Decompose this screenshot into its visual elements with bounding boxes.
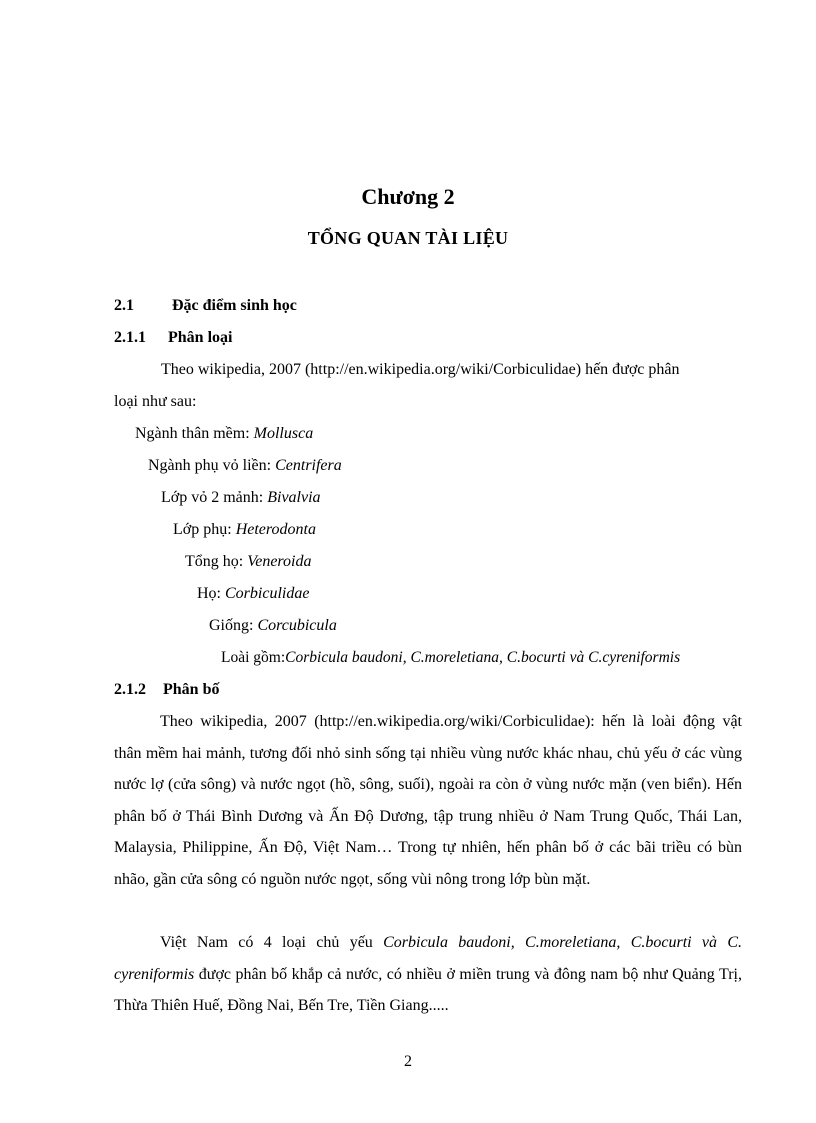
page-number: 2 (404, 1053, 412, 1070)
taxonomy-subclass (173, 521, 316, 539)
section-title: Phân loại (168, 329, 233, 346)
section-number: 2.1.1 (114, 329, 146, 346)
taxonomy-label: Ngành phụ vỏ liền: (148, 457, 276, 474)
taxonomy-value: Mollusca (253, 425, 314, 442)
taxonomy-label: Lớp phụ: (173, 521, 236, 538)
taxonomy-value: Veneroida (247, 553, 312, 570)
section-number: 2.1 (114, 297, 134, 314)
taxonomy-family (197, 585, 309, 603)
classification-intro-line2: loại như sau: (114, 393, 197, 410)
taxonomy-genus (209, 617, 337, 635)
taxonomy-value: Bivalvia (267, 489, 321, 506)
taxonomy-class (161, 489, 321, 507)
taxonomy-label: Ngành thân mềm: (135, 425, 254, 442)
taxonomy-label: Loài gồm: (221, 649, 286, 666)
chapter-title: Chương 2 (361, 184, 455, 209)
taxonomy-phylum (135, 425, 313, 443)
section-title: Đặc điểm sinh học (172, 297, 297, 314)
section-title: Phân bố (163, 681, 220, 698)
taxonomy-value: Corbicula baudoni, C.moreletiana, C.bocurti và C.cyreniformis (285, 649, 681, 666)
section-number: 2.1.2 (114, 681, 146, 698)
classification-intro-line1: Theo wikipedia, 2007 (http://en.wikipedia.org/wiki/Corbiculidae) hến được phân (161, 361, 680, 378)
taxonomy-value: Centrifera (275, 457, 342, 474)
section-2-1-1-heading (114, 329, 232, 347)
chapter-subtitle: TỔNG QUAN TÀI LIỆU (307, 228, 509, 248)
taxonomy-value: Corbiculidae (225, 585, 310, 602)
taxonomy-label: Lớp vỏ 2 mảnh: (161, 489, 268, 506)
section-2-1-heading (114, 297, 297, 315)
taxonomy-label: Tổng họ: (185, 553, 248, 570)
taxonomy-label: Giống: (209, 617, 258, 634)
taxonomy-value: Corcubicula (257, 617, 337, 634)
paragraph-text: Theo wikipedia, 2007 (http://en.wikipedia.org/wiki/Corbiculidae): hến là loài động vật thân mềm hai mảnh, tương đối nhỏ sinh sống tại nhiều vùng nước khác nhau, chủ yếu ở các vùng nước lợ (cửa sông) và nước ngọt (hồ, sông, suối), ngoài ra còn ở vùng nước mặn (ven biển). Hến phân bố ở Thái Bình Dương và Ấn Độ Dương, tập trung nhiều ở Nam Trung Quốc, Thái Lan, Malaysia, Philippine, Ấn Độ, Việt Nam… Trong tự nhiên, hến phân bố ở các bãi triều có bùn nhão, gần cửa sông có nguồn nước ngọt, sống vùi nông trong lớp bùn mặt. (114, 713, 742, 888)
taxonomy-label: Họ: (197, 585, 225, 602)
taxonomy-value: Heterodonta (235, 521, 316, 538)
section-2-1-2-heading (114, 681, 219, 699)
paragraph-species: Corbicula baudoni, C.moreletiana, C.bocurti và C. cyreniformis (114, 934, 742, 983)
taxonomy-superfamily (185, 553, 312, 571)
paragraph-text-start: Việt Nam có 4 loại chủ yếu (160, 934, 384, 951)
taxonomy-subphylum (148, 457, 342, 475)
distribution-paragraph-2 (114, 927, 742, 1022)
taxonomy-species (221, 649, 680, 667)
paragraph-text-end: được phân bố khắp cả nước, có nhiều ở miền trung và đông nam bộ như Quảng Trị, Thừa Thiên Huế, Đồng Nai, Bến Tre, Tiền Giang..... (114, 965, 742, 1014)
distribution-paragraph-1 (114, 706, 742, 895)
